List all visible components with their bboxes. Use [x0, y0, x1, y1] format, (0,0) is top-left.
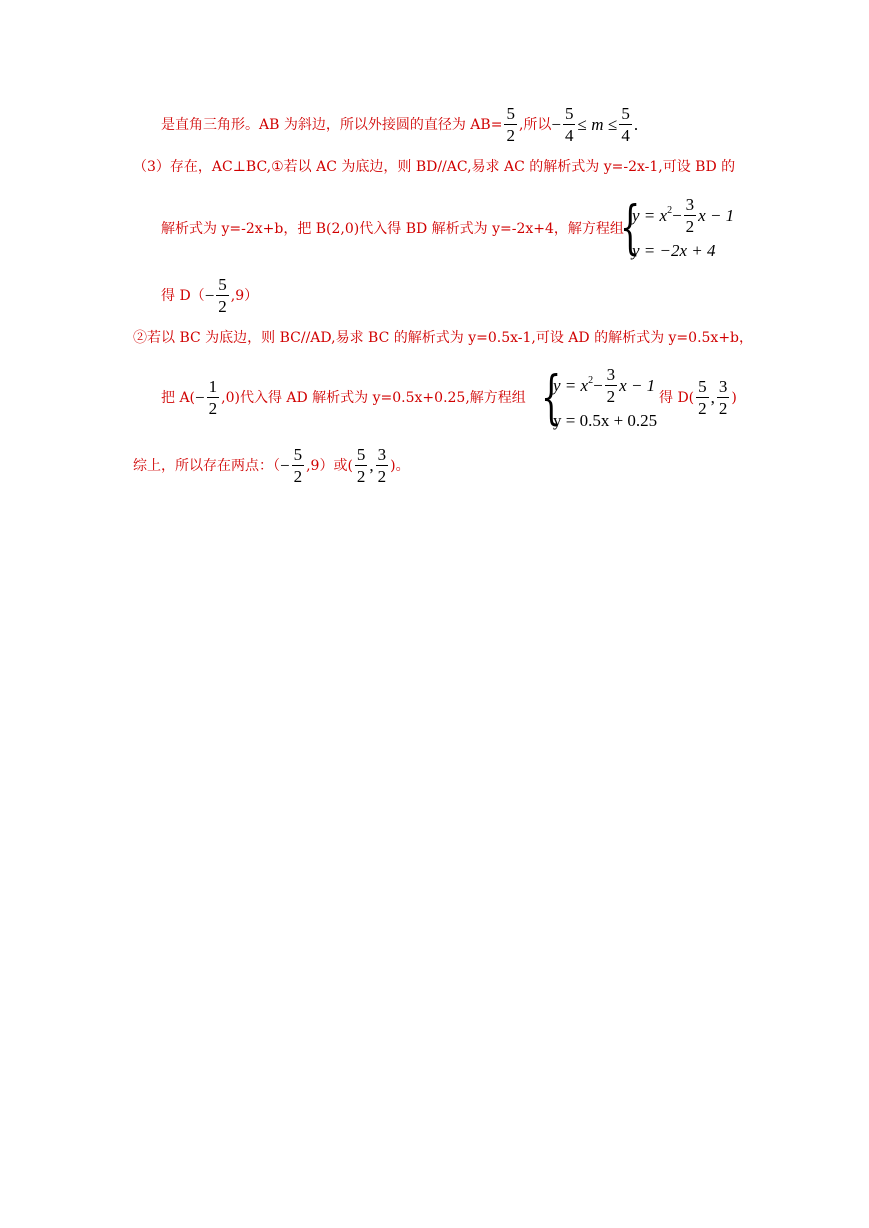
- equation-system-2: [541, 363, 661, 436]
- line-5: ②若以 BC 为底边，则 BC//AD,易求 BC 的解析式为 y=0.5x-1,可设 AD 的解析式为 y=0.5x+b，: [133, 330, 754, 346]
- fraction-5-2-b: $\frac{5}{2}$: [356, 445, 366, 486]
- line-1-text-a: 是直角三角形。AB 为斜边，所以外接圆的直径为 AB=: [161, 116, 503, 133]
- system-2-eq-1: $y = x^2-$ $\frac{3}{2}$ x − 1: [553, 365, 656, 406]
- line-6: 把 A(− $\frac{1}{2}$ ,0)代入得 AD 解析式为 y=0.5x+0.25,解方程组: [161, 377, 526, 418]
- fraction-1-2: $\frac{1}{2}$: [208, 377, 218, 418]
- brace-icon: {: [541, 363, 562, 431]
- line-6-result: 得 D( $\frac{5}{2}$ , $\frac{3}{2}$ ): [659, 377, 737, 418]
- line-3: 解析式为 y=-2x+b，把 B(2,0)代入得 BD 解析式为 y=-2x+4，解方程组: [161, 221, 624, 237]
- fraction-5-2: $\frac{5}{2}$: [698, 377, 707, 418]
- system-1-eq-1: $y = x^2-$ $\frac{3}{2}$ x − 1: [632, 195, 735, 236]
- line-1: 是直角三角形。AB 为斜边，所以外接圆的直径为 AB= $\frac{5}{2}$ ,所以− $\frac{5}{4}$ ≤ m ≤ $\frac{5}{4}$ .: [161, 104, 639, 145]
- fraction-5-2: $\frac{5}{2}$: [506, 104, 515, 145]
- fraction-5-2: $\frac{5}{2}$: [218, 275, 227, 316]
- system-1-eq-2: y = −2x + 4: [632, 241, 716, 260]
- system-2-eq-2: y = 0.5x + 0.25: [553, 411, 658, 430]
- line-1-text-b: ,所以: [518, 116, 552, 133]
- line-2: （3）存在，AC⊥BC,①若以 AC 为底边，则 BD//AC,易求 AC 的解析式为 y=-2x-1,可设 BD 的: [133, 159, 736, 175]
- line-7: 综上，所以存在两点：（− $\frac{5}{2}$ ,9）或( $\frac{5}{2}$ , $\frac{3}{2}$ )。: [133, 445, 410, 486]
- fraction-5-4-b: $\frac{5}{4}$: [621, 104, 630, 145]
- fraction-5-4-a: $\frac{5}{4}$: [564, 104, 574, 145]
- fraction-3-2: $\frac{3}{2}$: [718, 377, 728, 418]
- fraction-3-2: $\frac{3}{2}$: [377, 445, 387, 486]
- line-4: 得 D（− $\frac{5}{2}$ ,9）: [161, 275, 259, 316]
- fraction-5-2: $\frac{5}{2}$: [293, 445, 303, 486]
- brace-icon: {: [620, 193, 641, 261]
- equation-system-1: [620, 193, 750, 266]
